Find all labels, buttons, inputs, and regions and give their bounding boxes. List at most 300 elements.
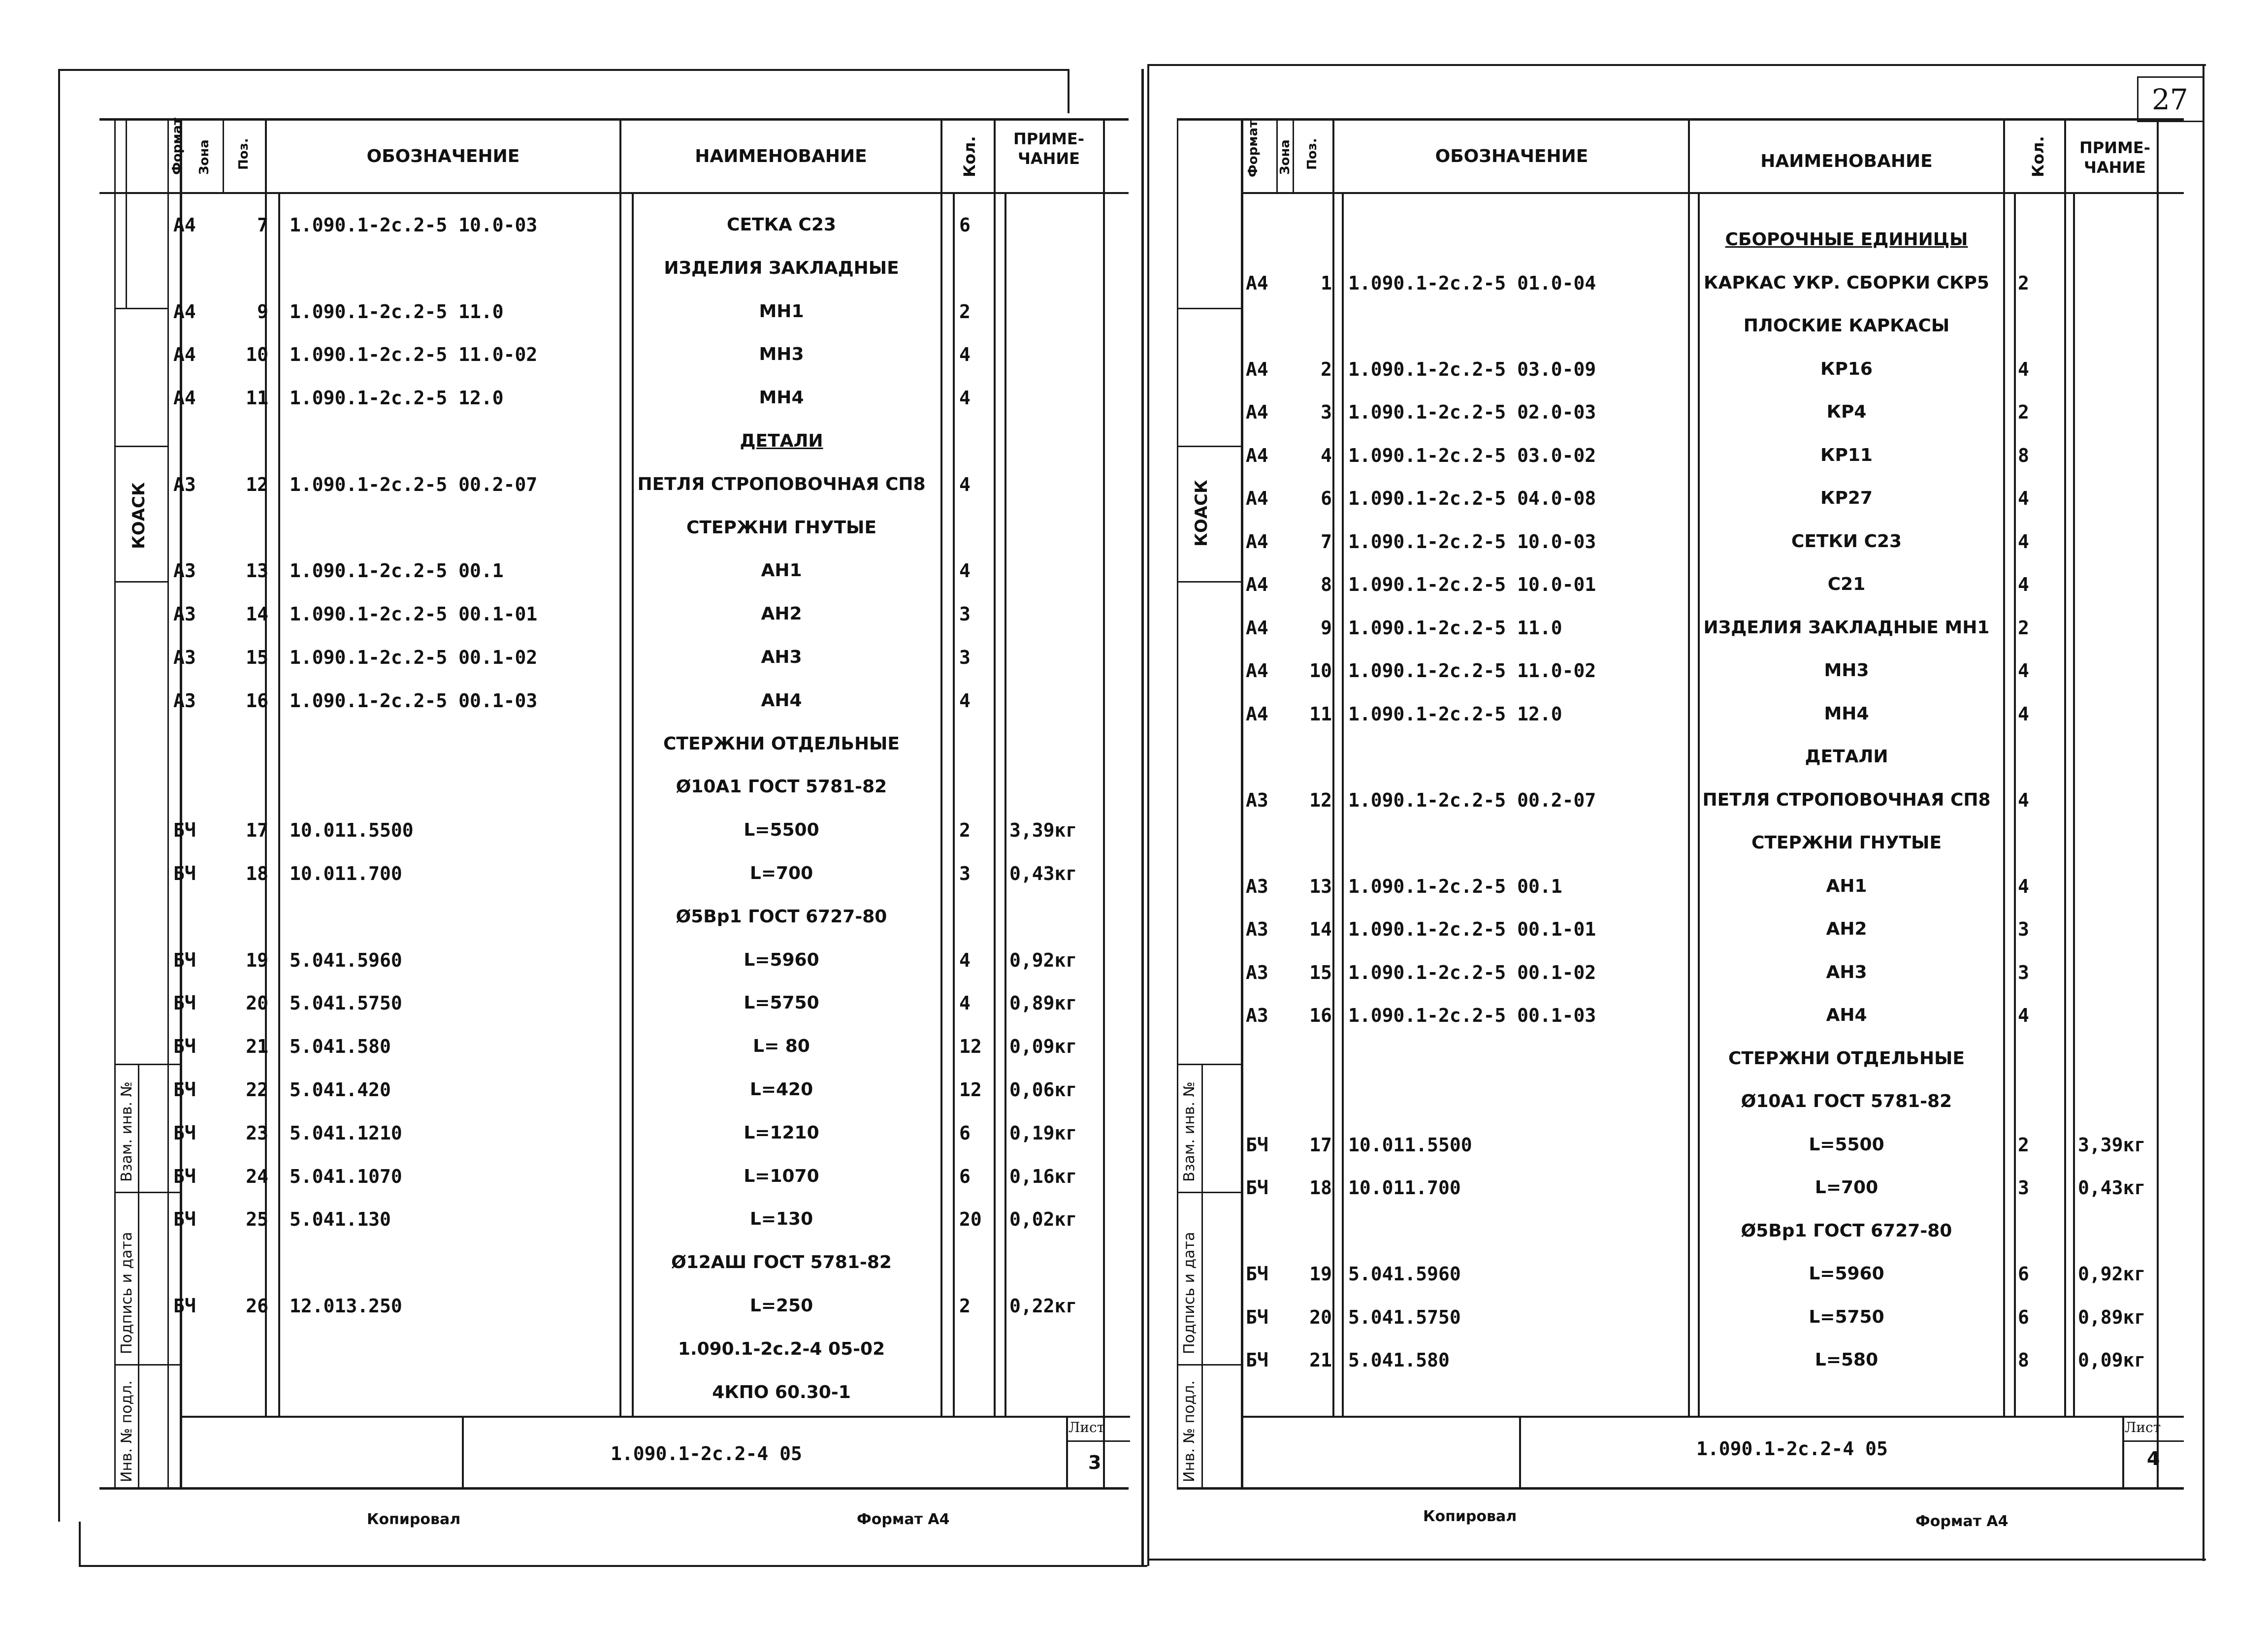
table-row (0, 1252, 1147, 1295)
cell-position: 26 (246, 1295, 268, 1317)
table-row (0, 387, 1147, 430)
side-label-replace-inv: Взам. инв. № (1181, 1081, 1198, 1182)
cell-name: ДЕТАЛИ (740, 431, 823, 451)
cell-position: 23 (246, 1122, 268, 1144)
cell-quantity: 4 (959, 949, 971, 971)
cell-name: МН3 (1824, 660, 1869, 681)
header-designation: ОБОЗНАЧЕНИЕ (366, 146, 520, 166)
cell-format: А4 (1246, 488, 1268, 509)
table-row (0, 1208, 1147, 1252)
cell-quantity: 4 (959, 560, 971, 582)
cell-name: СТЕРЖНИ ГНУТЫЕ (1751, 833, 1942, 853)
table-row (0, 1166, 1147, 1209)
cell-format: БЧ (1246, 1306, 1268, 1328)
cell-position: 20 (246, 992, 268, 1014)
table-row (1147, 574, 2268, 617)
cell-position: 16 (1309, 1005, 1332, 1026)
cell-format: БЧ (173, 949, 196, 971)
table-row (1147, 488, 2268, 531)
table-row (0, 992, 1147, 1036)
cell-name: 1.090.1-2с.2-4 05-02 (678, 1338, 885, 1359)
header-zone: Зона (1278, 139, 1293, 175)
cell-quantity: 4 (2018, 530, 2029, 553)
cell-quantity: 2 (2018, 617, 2029, 639)
table-row (1147, 617, 2268, 660)
cell-designation: 5.041.5960 (1348, 1263, 1461, 1285)
table-row (0, 819, 1147, 863)
table-row (0, 647, 1147, 690)
table-row (0, 1295, 1147, 1338)
cell-format: БЧ (173, 1036, 196, 1058)
cell-quantity: 4 (2018, 789, 2029, 811)
side-label-signature-date: Подпись и дата (1181, 1232, 1198, 1354)
cell-position: 7 (1321, 530, 1332, 553)
cell-quantity: 4 (2018, 488, 2029, 509)
cell-format: А3 (173, 647, 196, 668)
cell-note: 0,06кг (1009, 1079, 1077, 1101)
cell-note: 0,09кг (1009, 1036, 1077, 1058)
cell-position: 18 (246, 863, 268, 884)
cell-designation: 1.090.1-2с.2-5 12.0 (290, 387, 504, 409)
cell-quantity: 4 (2018, 660, 2029, 682)
cell-note: 3,39кг (1009, 819, 1077, 842)
cell-name: МН4 (1824, 703, 1869, 724)
cell-name: L=5960 (744, 949, 819, 970)
cell-name: ПЕТЛЯ СТРОПОВОЧНАЯ СП8 (1702, 789, 1991, 810)
cell-position: 12 (1309, 789, 1332, 811)
cell-position: 21 (1309, 1349, 1332, 1371)
cell-name: L=5750 (1809, 1306, 1884, 1327)
cell-format: А4 (1246, 444, 1268, 466)
cell-name: L=130 (749, 1209, 813, 1230)
cell-quantity: 8 (2018, 444, 2029, 466)
cell-format: А4 (173, 387, 196, 409)
cell-position: 1 (1321, 272, 1332, 294)
header-pos: Поз. (1305, 138, 1320, 170)
cell-designation: 1.090.1-2с.2-5 00.1 (1348, 875, 1562, 897)
cell-name: Ø12АШ ГОСТ 5781-82 (671, 1252, 892, 1273)
cell-position: 2 (1321, 358, 1332, 380)
cell-quantity: 2 (2018, 401, 2029, 423)
page-number: 27 (2152, 83, 2188, 116)
table-row (1147, 1048, 2268, 1091)
header-zone: Зона (197, 139, 212, 175)
cell-quantity: 4 (959, 387, 971, 409)
cell-name: АН4 (1826, 1005, 1867, 1025)
cell-name: Ø10А1 ГОСТ 5781-82 (676, 777, 887, 797)
cell-designation: 1.090.1-2с.2-5 00.1-01 (290, 603, 538, 625)
cell-name: СТЕРЖНИ ГНУТЫЕ (686, 517, 877, 538)
table-row (0, 603, 1147, 647)
cell-name: КР27 (1820, 488, 1873, 508)
cell-quantity: 2 (959, 819, 971, 842)
cell-position: 11 (246, 387, 268, 409)
cell-position: 13 (1309, 875, 1332, 897)
header-qty: Кол. (2029, 136, 2047, 177)
cell-name: L=700 (749, 863, 813, 883)
cell-name: L=5750 (744, 993, 819, 1013)
cell-note: 0,02кг (1009, 1208, 1077, 1231)
cell-format: А3 (1246, 918, 1268, 940)
cell-name: L=1210 (744, 1122, 819, 1143)
table-row (1147, 918, 2268, 962)
cell-note: 3,39кг (2078, 1134, 2146, 1156)
cell-note: 0,89кг (1009, 992, 1077, 1014)
cell-name: Ø10А1 ГОСТ 5781-82 (1741, 1091, 1952, 1111)
table-row (1147, 1134, 2268, 1177)
cell-quantity: 4 (2018, 574, 2029, 595)
cell-position: 19 (246, 949, 268, 971)
cell-quantity: 3 (2018, 1177, 2029, 1199)
cell-quantity: 6 (2018, 1306, 2029, 1328)
cell-position: 6 (1321, 488, 1332, 509)
cell-designation: 1.090.1-2с.2-5 00.1-03 (1348, 1005, 1596, 1026)
cell-name: ПЕТЛЯ СТРОПОВОЧНАЯ СП8 (637, 474, 926, 494)
footer-format: Формат А4 (1915, 1513, 2009, 1530)
cell-name: L=580 (1814, 1350, 1879, 1370)
cell-position: 7 (257, 214, 268, 236)
cell-name: L= 80 (753, 1036, 810, 1057)
frame-right (1177, 118, 2184, 121)
cell-quantity: 4 (2018, 703, 2029, 725)
cell-designation: 10.011.700 (290, 863, 402, 884)
cell-format: БЧ (1246, 1349, 1268, 1371)
cell-designation: 5.041.580 (1348, 1349, 1450, 1371)
cell-quantity: 3 (959, 603, 971, 625)
cell-note: 0,16кг (1009, 1165, 1077, 1187)
cell-quantity: 4 (2018, 1005, 2029, 1026)
cell-designation: 5.041.5750 (290, 992, 402, 1014)
table-row (0, 949, 1147, 993)
cell-position: 14 (246, 603, 268, 625)
table-row (1147, 746, 2268, 789)
side-label-signature-date: Подпись и дата (118, 1232, 135, 1354)
cell-format: А3 (173, 689, 196, 712)
table-row (0, 776, 1147, 819)
cell-designation: 1.090.1-2с.2-5 02.0-03 (1348, 401, 1596, 423)
cell-name: АН1 (761, 560, 802, 581)
cell-format: А4 (1246, 401, 1268, 423)
cell-name: МН1 (759, 301, 804, 322)
cell-position: 25 (246, 1208, 268, 1231)
cell-designation: 1.090.1-2с.2-5 11.0-02 (290, 344, 538, 366)
cell-position: 13 (246, 560, 268, 582)
cell-quantity: 6 (959, 1122, 971, 1144)
table-row (1147, 1306, 2268, 1350)
table-row (1147, 445, 2268, 488)
cell-position: 17 (1309, 1134, 1332, 1156)
cell-designation: 1.090.1-2с.2-5 00.1-01 (1348, 918, 1596, 940)
cell-designation: 1.090.1-2с.2-5 11.0 (290, 300, 504, 323)
cell-name: L=420 (749, 1079, 813, 1100)
table-row (0, 1382, 1147, 1425)
cell-quantity: 2 (2018, 272, 2029, 294)
cell-quantity: 2 (959, 1295, 971, 1317)
table-row (0, 517, 1147, 560)
table-row (0, 690, 1147, 733)
table-row (1147, 789, 2268, 833)
cell-position: 9 (1321, 617, 1332, 639)
table-row (0, 258, 1147, 301)
cell-format: А4 (173, 344, 196, 366)
cell-position: 15 (1309, 961, 1332, 983)
table-row (0, 301, 1147, 344)
cell-format: А3 (1246, 789, 1268, 811)
cell-position: 22 (246, 1079, 268, 1101)
header-name: НАИМЕНОВАНИЕ (695, 146, 867, 166)
cell-designation: 1.090.1-2с.2-5 00.2-07 (1348, 789, 1596, 811)
table-row (1147, 1263, 2268, 1306)
cell-name: АН2 (761, 604, 802, 624)
cell-format: А4 (1246, 617, 1268, 639)
stamp-code: 1.090.1-2с.2-4 05 (1696, 1438, 1888, 1460)
cell-format: БЧ (173, 819, 196, 842)
cell-name: L=250 (749, 1296, 813, 1316)
cell-designation: 5.041.130 (290, 1208, 391, 1231)
cell-designation: 10.011.5500 (290, 819, 414, 842)
cell-note: 0,92кг (2078, 1263, 2146, 1285)
header-name: НАИМЕНОВАНИЕ (1760, 151, 1933, 171)
table-row (1147, 962, 2268, 1005)
cell-position: 3 (1321, 401, 1332, 423)
sheet-right (1147, 0, 2268, 1629)
cell-note: 0,43кг (1009, 863, 1077, 884)
cell-name: L=5500 (1809, 1134, 1884, 1155)
cell-designation: 5.041.1210 (290, 1122, 402, 1144)
table-row (1147, 1220, 2268, 1264)
cell-name: L=1070 (744, 1166, 819, 1186)
cell-designation: 1.090.1-2с.2-5 11.0 (1348, 617, 1562, 639)
cell-format: А4 (1246, 574, 1268, 595)
stamp-sheet-label: Лист (2125, 1419, 2161, 1435)
cell-format: А4 (1246, 530, 1268, 553)
table-row (0, 214, 1147, 258)
cell-designation: 5.041.580 (290, 1036, 391, 1058)
cell-name: СЕТКА С23 (727, 215, 836, 235)
cell-format: БЧ (173, 1122, 196, 1144)
side-block-koask: КОАСК (129, 482, 149, 549)
cell-quantity: 12 (959, 1079, 982, 1101)
cell-name: АН3 (761, 647, 802, 667)
cell-format: А3 (173, 473, 196, 495)
cell-quantity: 4 (959, 689, 971, 712)
cell-designation: 1.090.1-2с.2-5 11.0-02 (1348, 660, 1596, 682)
stamp-sheet-number: 4 (2147, 1448, 2160, 1469)
table-row (1147, 315, 2268, 358)
table-row (1147, 1177, 2268, 1220)
cell-quantity: 6 (959, 1165, 971, 1187)
cell-quantity: 4 (2018, 875, 2029, 897)
cell-quantity: 4 (2018, 358, 2029, 380)
cell-designation: 1.090.1-2с.2-5 10.0-03 (290, 214, 538, 236)
cell-format: А3 (1246, 961, 1268, 983)
cell-position: 24 (246, 1165, 268, 1187)
cell-position: 15 (246, 647, 268, 668)
cell-quantity: 2 (2018, 1134, 2029, 1156)
cell-designation: 1.090.1-2с.2-5 00.1-03 (290, 689, 538, 712)
footer-format: Формат А4 (857, 1511, 950, 1528)
cell-name: Ø5Вр1 ГОСТ 6727-80 (676, 906, 887, 927)
cell-designation: 1.090.1-2с.2-5 00.1-02 (290, 647, 538, 668)
cell-position: 19 (1309, 1263, 1332, 1285)
cell-format: А4 (173, 214, 196, 236)
cell-name: ИЗДЕЛИЯ ЗАКЛАДНЫЕ МН1 (1703, 617, 1990, 638)
cell-quantity: 4 (959, 344, 971, 366)
cell-format: А3 (1246, 875, 1268, 897)
cell-name: АН2 (1826, 919, 1867, 939)
cell-designation: 5.041.420 (290, 1079, 391, 1101)
table-row (1147, 660, 2268, 703)
table-row (0, 474, 1147, 517)
cell-designation: 10.011.5500 (1348, 1134, 1472, 1156)
cell-designation: 1.090.1-2с.2-5 00.2-07 (290, 473, 538, 495)
cell-name: ИЗДЕЛИЯ ЗАКЛАДНЫЕ (664, 258, 899, 278)
cell-quantity: 8 (2018, 1349, 2029, 1371)
cell-position: 17 (246, 819, 268, 842)
cell-name: АН3 (1826, 962, 1867, 982)
cell-designation: 1.090.1-2с.2-5 04.0-08 (1348, 488, 1596, 509)
cell-position: 8 (1321, 574, 1332, 595)
cell-name: Ø5Вр1 ГОСТ 6727-80 (1741, 1220, 1952, 1241)
cell-format: БЧ (173, 1208, 196, 1231)
cell-name: ДЕТАЛИ (1805, 747, 1888, 767)
cell-format: А3 (1246, 1005, 1268, 1026)
cell-format: А4 (1246, 272, 1268, 294)
cell-quantity: 3 (959, 863, 971, 884)
cell-designation: 1.090.1-2с.2-5 12.0 (1348, 703, 1562, 725)
table-row (1147, 1005, 2268, 1048)
cell-note: 0,92кг (1009, 949, 1077, 971)
cell-quantity: 4 (959, 992, 971, 1014)
table-row (1147, 876, 2268, 919)
table-row (1147, 531, 2268, 574)
footer-copied: Копировал (367, 1511, 461, 1528)
cell-position: 4 (1321, 444, 1332, 466)
cell-format: БЧ (173, 863, 196, 884)
cell-name: СБОРОЧНЫЕ ЕДИНИЦЫ (1725, 229, 1968, 250)
cell-position: 21 (246, 1036, 268, 1058)
cell-name: КР4 (1826, 402, 1867, 422)
cell-quantity: 3 (2018, 961, 2029, 983)
cell-designation: 5.041.5960 (290, 949, 402, 971)
header-format: Формат (170, 117, 185, 175)
cell-designation: 1.090.1-2с.2-5 03.0-09 (1348, 358, 1596, 380)
table-row (0, 906, 1147, 949)
cell-quantity: 6 (2018, 1263, 2029, 1285)
cell-quantity: 2 (959, 300, 971, 323)
cell-position: 20 (1309, 1306, 1332, 1328)
cell-format: БЧ (1246, 1263, 1268, 1285)
cell-position: 14 (1309, 918, 1332, 940)
cell-format: БЧ (173, 1165, 196, 1187)
side-label-inv-original: Инв. № подл. (118, 1380, 135, 1482)
cell-format: А4 (1246, 660, 1268, 682)
table-row (0, 1079, 1147, 1122)
stamp-sheet-number: 3 (1088, 1452, 1102, 1473)
cell-format: А4 (1246, 358, 1268, 380)
cell-name: ПЛОСКИЕ КАРКАСЫ (1743, 316, 1950, 336)
cell-name: СЕТКИ С23 (1791, 531, 1902, 552)
cell-note: 0,19кг (1009, 1122, 1077, 1144)
stamp-sheet-label: Лист (1069, 1419, 1105, 1435)
cell-designation: 10.011.700 (1348, 1177, 1461, 1199)
table-row (0, 430, 1147, 474)
cell-format: БЧ (173, 1079, 196, 1101)
frame-left (99, 118, 1129, 121)
cell-name: КАРКАС УКР. СБОРКИ СКР5 (1704, 272, 1989, 293)
table-row (1147, 1091, 2268, 1134)
cell-format: БЧ (1246, 1177, 1268, 1199)
cell-quantity: 4 (959, 473, 971, 495)
header-designation: ОБОЗНАЧЕНИЕ (1435, 146, 1588, 166)
cell-position: 11 (1309, 703, 1332, 725)
cell-position: 16 (246, 689, 268, 712)
cell-format: БЧ (173, 1295, 196, 1317)
table-row (1147, 229, 2268, 272)
cell-format: А3 (173, 603, 196, 625)
cell-position: 12 (246, 473, 268, 495)
cell-designation: 5.041.1070 (290, 1165, 402, 1187)
side-label-inv-original: Инв. № подл. (1181, 1380, 1198, 1482)
cell-quantity: 3 (959, 647, 971, 668)
table-row (0, 863, 1147, 906)
cell-position: 10 (1309, 660, 1332, 682)
cell-designation: 1.090.1-2с.2-5 00.1-02 (1348, 961, 1596, 983)
cell-position: 9 (257, 300, 268, 323)
table-row (0, 733, 1147, 777)
cell-name: КР16 (1820, 358, 1873, 379)
cell-format: А4 (173, 300, 196, 323)
cell-quantity: 12 (959, 1036, 982, 1058)
cell-format: БЧ (1246, 1134, 1268, 1156)
footer-copied: Копировал (1423, 1508, 1517, 1525)
cell-name: АН4 (761, 690, 802, 711)
cell-quantity: 6 (959, 214, 971, 236)
cell-name: МН3 (759, 344, 804, 365)
cell-name: СТЕРЖНИ ОТДЕЛЬНЫЕ (1728, 1048, 1965, 1069)
cell-note: 0,09кг (2078, 1349, 2146, 1371)
cell-name: КР11 (1820, 445, 1873, 465)
table-row (1147, 832, 2268, 876)
cell-note: 0,43кг (2078, 1177, 2146, 1199)
cell-note: 0,89кг (2078, 1306, 2146, 1328)
cell-designation: 1.090.1-2с.2-5 03.0-02 (1348, 444, 1596, 466)
table-row (0, 560, 1147, 603)
cell-designation: 1.090.1-2с.2-5 10.0-01 (1348, 574, 1596, 595)
table-row (1147, 1349, 2268, 1393)
cell-designation: 5.041.5750 (1348, 1306, 1461, 1328)
header-pos: Поз. (236, 138, 251, 170)
cell-designation: 1.090.1-2с.2-5 00.1 (290, 560, 504, 582)
cell-designation: 1.090.1-2с.2-5 10.0-03 (1348, 530, 1596, 553)
cell-name: МН4 (759, 388, 804, 408)
table-row (0, 1338, 1147, 1382)
side-label-replace-inv: Взам. инв. № (118, 1081, 135, 1182)
cell-name: АН1 (1826, 876, 1867, 896)
table-row (1147, 401, 2268, 445)
table-row (1147, 703, 2268, 747)
header-qty: Кол. (960, 136, 979, 177)
cell-quantity: 3 (2018, 918, 2029, 940)
stamp-code: 1.090.1-2с.2-4 05 (611, 1443, 802, 1465)
cell-position: 10 (246, 344, 268, 366)
cell-position: 18 (1309, 1177, 1332, 1199)
cell-designation: 1.090.1-2с.2-5 01.0-04 (1348, 272, 1596, 294)
header-note: ПРИМЕ- ЧАНИЕ (2079, 138, 2150, 177)
cell-quantity: 20 (959, 1208, 982, 1231)
cell-note: 0,22кг (1009, 1295, 1077, 1317)
cell-format: БЧ (173, 992, 196, 1014)
